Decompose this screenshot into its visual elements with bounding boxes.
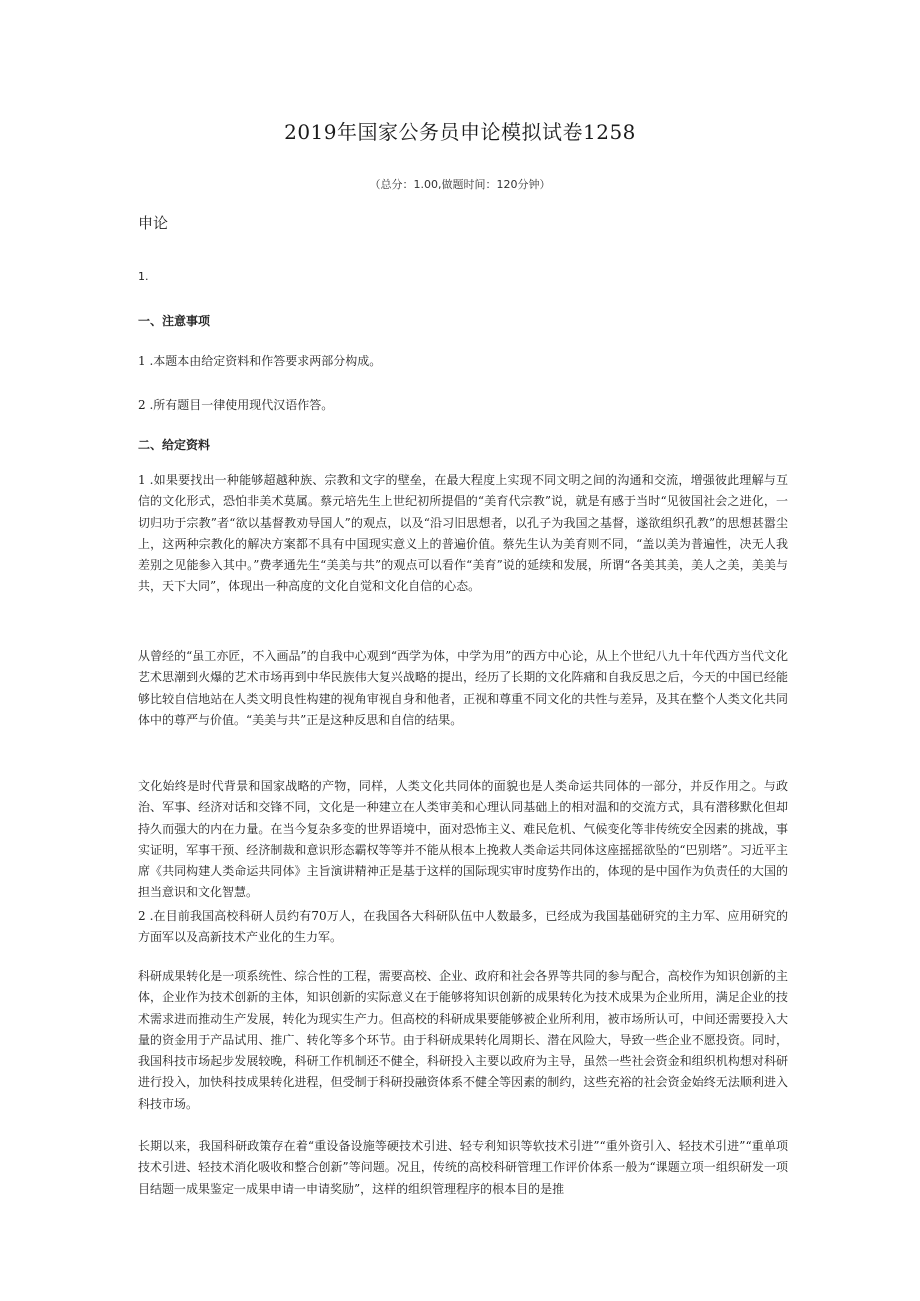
material-paragraph: 2 .在目前我国高校科研人员约有70万人，在我国各大科研队伍中人数最多，已经成为我国基础研究的主力军、应用研究的方面军以及高新技术产业化的生力军。 (138, 909, 788, 945)
note-item: 2 .所有题目一律使用现代汉语作答。 (138, 398, 334, 412)
heading-materials: 二、给定资料 (138, 438, 211, 452)
exam-info: （总分：1.00,做题时间：120分钟） (369, 178, 551, 191)
material-paragraph: 科研成果转化是一项系统性、综合性的工程，需要高校、企业、政府和社会各界等共同的参与配合，高校作为知识创新的主体，企业作为技术创新的主体，知识创新的实际意义在于能够将知识创新的成果转化为技术成果为企业所用，满足企业的技术需求进而推动生产发展，转化为现实生产力。但高校的科研成果要能够被企业所利用，被市场所认可，中间还需要投入大量的资金用于产品试用、推广、转化等多个环节。由于科研成果转化周期长、潜在风险大，导致一些企业不愿投资。同时，我国科技市场起步发展较晚，科研工作机制还不健全，科研投入主要以政府为主导，虽然一些社会资金和组织机构想对科研进行投入，加快科技成果转化进程，但受制于科研投融资体系不健全等因素的制约，这些充裕的社会资金始终无法顺利进入科技市场。 (138, 969, 788, 1111)
material-paragraph: 文化始终是时代背景和国家战略的产物，同样，人类文化共同体的面貌也是人类命运共同体的一部分，并反作用之。与政治、军事、经济对话和交锋不同，文化是一种建立在人类审美和心理认同基础上的相对温和的交流方式，具有潜移默化但却持久而强大的内在力量。在当今复杂多变的世界语境中，面对恐怖主义、难民危机、气候变化等非传统安全因素的挑战，事实证明，军事干预、经济制裁和意识形态霸权等等并不能从根本上挽救人类命运共同体这座摇摇欲坠的“巴别塔”。习近平主席《共同构建人类命运共同体》主旨演讲精神正是基于这样的国际现实审时度势作出的，体现的是中国作为负责任的大国的担当意识和文化智慧。 (138, 779, 788, 900)
material-paragraph: 从曾经的“虽工亦匠，不入画品”的自我中心观到“西学为体，中学为用”的西方中心论，从上个世纪八九十年代西方当代文化艺术思潮到火爆的艺术市场再到中华民族伟大复兴战略的提出，经历了长期的文化阵痛和自我反思之后，今天的中国已经能够比较自信地站在人类文明良性构建的视角审视自身和他者，正视和尊重不同文化的共性与差异，及其在整个人类文化共同体中的尊严与价值。“美美与共”正是这种反思和自信的结果。 (138, 649, 788, 727)
note-item: 1 .本题本由给定资料和作答要求两部分构成。 (138, 354, 382, 368)
question-number: 1. (138, 270, 149, 283)
section-title: 申论 (138, 214, 169, 232)
page-title: 2019年国家公务员申论模拟试卷1258 (284, 120, 636, 144)
material-paragraph: 长期以来，我国科研政策存在着“重设备设施等硬技术引进、轻专利知识等软技术引进”“重外资引入、轻技术引进”“重单项技术引进、轻技术消化吸收和整合创新”等问题。况且，传统的高校科研管理工作评价体系一般为“课题立项一组织研发一项目结题一成果鉴定一成果申请一申请奖励”，这样的组织管理程序的根本目的是推 (138, 1139, 788, 1196)
material-paragraph: 1 .如果要找出一种能够超越种族、宗教和文字的壁垒，在最大程度上实现不同文明之间的沟通和交流，增强彼此理解与互信的文化形式，恐怕非美术莫属。蔡元培先生上世纪初所提倡的“美育代宗教”说，就是有感于当时“见彼国社会之进化，一切归功于宗教”者“欲以基督教劝导国人”的观点，以及“沿习旧思想者，以孔子为我国之基督，遂欲组织孔教”的思想甚嚣尘上，这两种宗教化的解决方案都不具有中国现实意义上的普遍价值。蔡先生认为美育则不同，“盖以美为普遍性，决无人我差别之见能参入其中。”费孝通先生“美美与共”的观点可以看作“美育”说的延续和发展，所谓“各美其美，美人之美，美美与共，天下大同”，体现出一种高度的文化自觉和文化自信的心态。 (138, 473, 788, 594)
heading-notes: 一、注意事项 (138, 314, 211, 328)
